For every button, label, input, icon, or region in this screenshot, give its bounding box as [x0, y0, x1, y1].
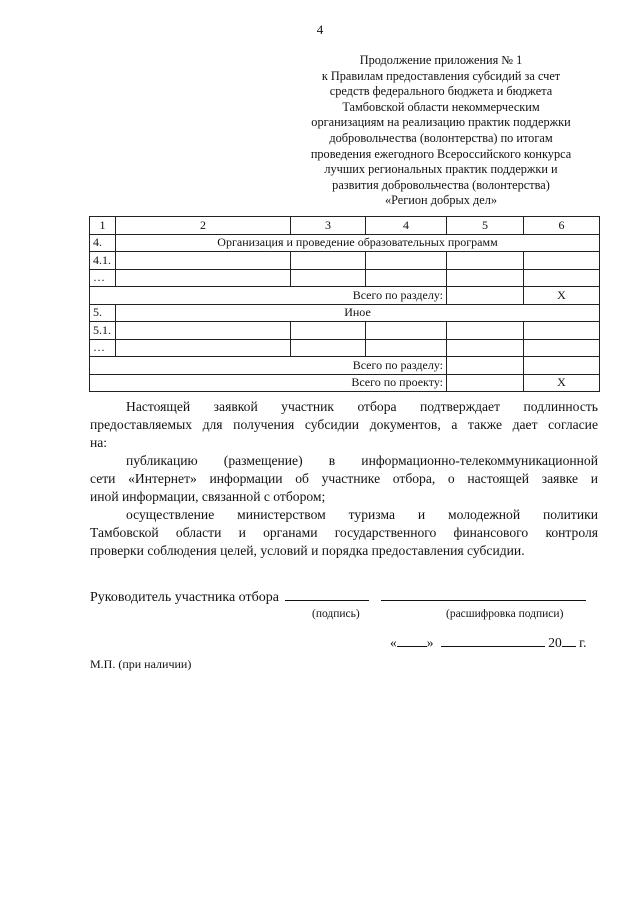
table-cell — [366, 252, 447, 270]
text-line: осуществление министерством туризма и молодежной политики — [126, 507, 598, 522]
col-header: 5 — [447, 217, 524, 235]
table-cell — [524, 322, 600, 340]
table-cell — [524, 357, 600, 375]
text-line: иной информации, связанной с отбором; — [90, 489, 326, 505]
header-line: «Регион добрых дел» — [384, 193, 497, 208]
header-line: лучших региональных практик поддержки и — [324, 162, 558, 177]
text-line: сети «Интернет» информации об участнике отбора, о настоящей заявке и — [90, 471, 598, 487]
signature-caption: (подпись) — [312, 608, 360, 620]
budget-table — [89, 216, 600, 392]
table-cell — [447, 252, 524, 270]
x-mark: X — [524, 287, 600, 305]
table-cell — [116, 269, 291, 287]
col-header: 6 — [524, 217, 600, 235]
table-cell — [116, 339, 291, 357]
table-row — [90, 357, 600, 375]
text-line: Тамбовской области и органами государственного финансового контроля — [90, 525, 598, 541]
month-line — [441, 646, 545, 647]
date-open-quote: « — [390, 635, 397, 650]
col-header: 1 — [90, 217, 116, 235]
section-title: Иное — [116, 304, 600, 322]
year-line — [562, 646, 576, 647]
table-row — [90, 269, 600, 287]
table-cell — [524, 269, 600, 287]
signature-line — [285, 600, 369, 601]
table-row — [90, 287, 600, 305]
day-line — [397, 646, 427, 647]
header-line: организациям на реализацию практик поддержки — [311, 115, 571, 130]
stamp-note: М.П. (при наличии) — [90, 657, 192, 671]
year-suffix: г. — [579, 635, 587, 650]
text-line: на: — [90, 435, 108, 451]
header-line: Тамбовской области некоммерческим — [342, 99, 540, 114]
year-prefix: 20 — [548, 635, 562, 650]
header-line: средств федерального бюджета и бюджета — [329, 84, 553, 99]
table-cell — [447, 339, 524, 357]
x-mark: X — [524, 374, 600, 392]
date-row — [390, 635, 587, 651]
text-line: публикацию (размещение) в информационно-телекоммуникационной — [126, 453, 598, 468]
decode-caption: (расшифровка подписи) — [446, 608, 564, 620]
row-number: 4.1. — [90, 252, 116, 270]
table-cell — [447, 322, 524, 340]
table-cell — [524, 339, 600, 357]
publication-paragraph — [90, 452, 598, 507]
table-cell — [447, 269, 524, 287]
table-cell — [366, 339, 447, 357]
section-total-label: Всего по разделу: — [90, 287, 447, 305]
signature-label: Руководитель участника отбора — [90, 590, 279, 605]
table-cell — [291, 252, 366, 270]
text-line: Настоящей заявкой участник отбора подтверждает подлинность — [126, 399, 598, 414]
table-cell — [366, 269, 447, 287]
table-cell — [291, 322, 366, 340]
header-line: к Правилам предоставления субсидий за счет — [321, 68, 561, 83]
date-close-quote: » — [426, 635, 434, 650]
project-total-label: Всего по проекту: — [90, 374, 447, 392]
section-number: 5. — [90, 304, 116, 322]
table-cell — [447, 357, 524, 375]
text-line: проверки соблюдения целей, условий и порядка предоставления субсидии. — [90, 543, 525, 559]
table-row — [90, 339, 600, 357]
row-number: 5.1. — [90, 322, 116, 340]
table-row — [90, 322, 600, 340]
table-cell — [366, 322, 447, 340]
signature-row — [90, 590, 586, 606]
col-header: 3 — [291, 217, 366, 235]
consent-paragraph — [90, 398, 598, 453]
header-line: Продолжение приложения № 1 — [359, 53, 523, 67]
table-cell — [524, 252, 600, 270]
table-cell — [291, 269, 366, 287]
section-number: 4. — [90, 234, 116, 252]
table-row — [90, 234, 600, 252]
row-number: … — [90, 339, 116, 357]
section-total-label: Всего по разделу: — [90, 357, 447, 375]
table-cell — [447, 287, 524, 305]
header-line: проведения ежегодного Всероссийского конкурса — [310, 146, 572, 161]
decode-line — [381, 600, 586, 601]
col-header: 2 — [116, 217, 291, 235]
table-cell — [116, 252, 291, 270]
table-cell — [291, 339, 366, 357]
table-cell — [447, 374, 524, 392]
control-paragraph — [90, 506, 598, 561]
page-number: 4 — [316, 22, 324, 37]
row-number: … — [90, 269, 116, 287]
text-line: предоставляемых для получения субсидии документов, а также дает согласие — [90, 417, 598, 433]
table-row — [90, 374, 600, 392]
header-line: добровольчества (волонтерства) по итогам — [329, 130, 553, 145]
appendix-header — [296, 53, 586, 209]
table-header-row — [90, 217, 600, 235]
header-line: развития добровольчества (волонтерства) — [332, 177, 550, 192]
table-row — [90, 304, 600, 322]
table-cell — [116, 322, 291, 340]
col-header: 4 — [366, 217, 447, 235]
table-row — [90, 252, 600, 270]
section-title: Организация и проведение образовательных программ — [116, 234, 600, 252]
